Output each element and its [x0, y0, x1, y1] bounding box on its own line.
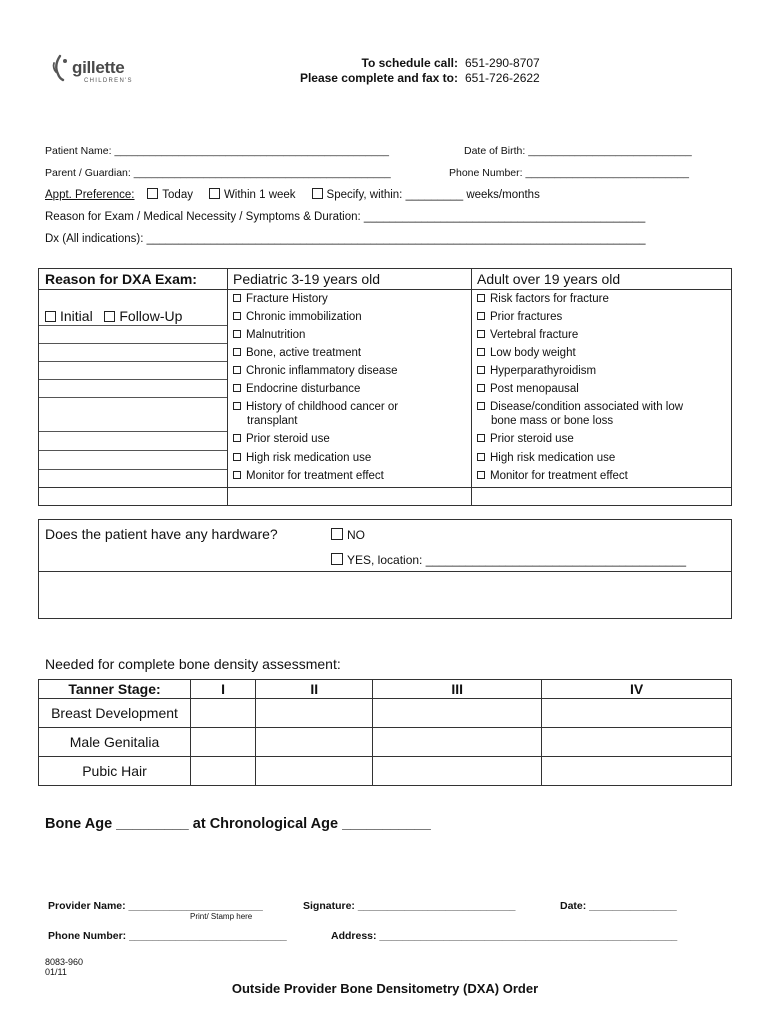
logo-word: gillette	[72, 58, 125, 77]
form-number: 8083-960	[45, 957, 84, 967]
print-stamp-hint: Print/ Stamp here	[190, 912, 253, 921]
adult-option-4[interactable]: Hyperparathyroidism	[477, 364, 596, 378]
checkbox-icon[interactable]	[477, 402, 485, 410]
row-male-genitalia: Male Genitalia	[39, 728, 191, 757]
checkbox-icon[interactable]	[477, 294, 485, 302]
table-row	[39, 757, 732, 786]
checkbox-icon[interactable]	[312, 188, 323, 199]
tanner-stage-iii: III	[373, 680, 542, 699]
checkbox-icon[interactable]	[233, 402, 241, 410]
tanner-intro: Needed for complete bone density assessment:	[45, 656, 341, 672]
dxa-reason-table	[38, 268, 732, 506]
logo-mark-icon	[50, 54, 70, 82]
appt-today-option[interactable]: Today	[147, 189, 193, 201]
dob-field[interactable]: Date of Birth: ____________________________	[464, 145, 692, 157]
tanner-cell[interactable]	[191, 728, 256, 757]
appt-label: Appt. Preference:	[45, 189, 135, 201]
tanner-cell[interactable]	[191, 699, 256, 728]
checkbox-icon[interactable]	[147, 188, 158, 199]
provider-phone-field[interactable]: Phone Number: ___________________________	[48, 930, 287, 942]
form-title: Outside Provider Bone Densitometry (DXA) Order	[231, 981, 539, 996]
appt-preference-row	[45, 188, 540, 201]
fax-phone: 651-726-2622	[465, 71, 540, 85]
tanner-cell[interactable]	[191, 757, 256, 786]
initial-option[interactable]: Initial	[45, 308, 93, 324]
pediatric-option-5[interactable]: Endocrine disturbance	[233, 382, 360, 396]
logo-subtitle: CHILDREN'S	[84, 78, 133, 84]
date-field[interactable]: Date: _______________	[560, 900, 677, 912]
table-row	[39, 699, 732, 728]
form-revision: 01/11	[45, 967, 67, 977]
tanner-stage-i: I	[191, 680, 256, 699]
pediatric-option-3[interactable]: Bone, active treatment	[233, 346, 361, 360]
tanner-cell[interactable]	[542, 728, 732, 757]
adult-option-0[interactable]: Risk factors for fracture	[477, 292, 609, 306]
provider-name-field[interactable]: Provider Name: _______________________	[48, 900, 263, 912]
hardware-no-option[interactable]: NO	[331, 528, 365, 542]
dxa-col-adult-header: Adult over 19 years old	[477, 271, 621, 287]
schedule-label: To schedule call:	[361, 56, 458, 70]
checkbox-icon[interactable]	[233, 434, 241, 442]
schedule-phone: 651-290-8707	[465, 56, 540, 70]
row-breast-development: Breast Development	[39, 699, 191, 728]
adult-option-3[interactable]: Low body weight	[477, 346, 576, 360]
adult-option-10[interactable]: Monitor for treatment effect	[477, 469, 628, 483]
checkbox-icon[interactable]	[331, 553, 343, 565]
guardian-field[interactable]: Parent / Guardian: ____________________________________________	[45, 167, 391, 179]
dxa-col-reason-header: Reason for DXA Exam:	[45, 271, 197, 287]
checkbox-icon[interactable]	[233, 348, 241, 356]
tanner-cell[interactable]	[542, 699, 732, 728]
tanner-cell[interactable]	[373, 699, 542, 728]
dxa-col-pediatric-header: Pediatric 3-19 years old	[233, 271, 381, 287]
tanner-stage-iv: IV	[542, 680, 732, 699]
adult-option-1[interactable]: Prior fractures	[477, 310, 562, 324]
checkbox-icon[interactable]	[233, 384, 241, 392]
tanner-cell[interactable]	[542, 757, 732, 786]
checkbox-icon[interactable]	[233, 453, 241, 461]
tanner-stage-ii: II	[256, 680, 373, 699]
checkbox-icon[interactable]	[233, 471, 241, 479]
hardware-yes-option[interactable]: YES, location: _______________________________________	[331, 553, 686, 567]
pediatric-option-7: transplant	[247, 415, 298, 427]
checkbox-icon[interactable]	[477, 348, 485, 356]
pediatric-option-6[interactable]: History of childhood cancer or	[233, 400, 398, 414]
checkbox-icon[interactable]	[233, 294, 241, 302]
pediatric-option-2[interactable]: Malnutrition	[233, 328, 305, 342]
checkbox-icon[interactable]	[45, 311, 56, 322]
pediatric-option-0[interactable]: Fracture History	[233, 292, 328, 306]
adult-option-8[interactable]: Prior steroid use	[477, 432, 574, 446]
checkbox-icon[interactable]	[104, 311, 115, 322]
adult-option-9[interactable]: High risk medication use	[477, 451, 615, 465]
hardware-box	[38, 519, 732, 619]
tanner-stage-table	[38, 679, 732, 786]
appt-week-option[interactable]: Within 1 week	[209, 189, 296, 201]
tanner-header-label: Tanner Stage:	[39, 680, 191, 699]
gillette-logo	[50, 50, 140, 90]
phone-field[interactable]: Phone Number: ____________________________	[449, 167, 689, 179]
initial-followup-options	[45, 309, 182, 323]
tanner-cell[interactable]	[256, 757, 373, 786]
pediatric-option-4[interactable]: Chronic inflammatory disease	[233, 364, 397, 378]
dx-field[interactable]: Dx (All indications): ______________________________________________________________________________	[45, 233, 646, 245]
tanner-header-row	[39, 680, 732, 699]
row-pubic-hair: Pubic Hair	[39, 757, 191, 786]
table-row	[39, 728, 732, 757]
adult-option-7: bone mass or bone loss	[491, 415, 614, 427]
checkbox-icon[interactable]	[477, 330, 485, 338]
signature-field[interactable]: Signature: ___________________________	[303, 900, 516, 912]
tanner-cell[interactable]	[373, 728, 542, 757]
checkbox-icon[interactable]	[233, 366, 241, 374]
bone-age-field[interactable]: Bone Age _________ at Chronological Age ___________	[45, 816, 431, 832]
pediatric-option-8[interactable]: Prior steroid use	[233, 432, 330, 446]
hardware-question: Does the patient have any hardware?	[45, 526, 278, 542]
adult-option-6[interactable]: Disease/condition associated with low	[477, 400, 683, 414]
checkbox-icon[interactable]	[477, 453, 485, 461]
pediatric-option-10[interactable]: Monitor for treatment effect	[233, 469, 384, 483]
tanner-cell[interactable]	[256, 699, 373, 728]
checkbox-icon[interactable]	[477, 312, 485, 320]
reason-field[interactable]: Reason for Exam / Medical Necessity / Symptoms & Duration: ____________________________________________	[45, 211, 646, 223]
checkbox-icon[interactable]	[477, 434, 485, 442]
pediatric-option-1[interactable]: Chronic immobilization	[233, 310, 362, 324]
fax-label: Please complete and fax to:	[299, 71, 458, 85]
address-field[interactable]: Address: ___________________________________________________	[331, 930, 678, 942]
checkbox-icon[interactable]	[233, 312, 241, 320]
tanner-cell[interactable]	[256, 728, 373, 757]
checkbox-icon[interactable]	[209, 188, 220, 199]
checkbox-icon[interactable]	[233, 330, 241, 338]
followup-option[interactable]: Follow-Up	[104, 308, 182, 324]
tanner-cell[interactable]	[373, 757, 542, 786]
checkbox-icon[interactable]	[477, 384, 485, 392]
pediatric-option-9[interactable]: High risk medication use	[233, 451, 371, 465]
appt-specify-option[interactable]: Specify, within: _________ weeks/months	[312, 189, 540, 201]
adult-option-5[interactable]: Post menopausal	[477, 382, 579, 396]
checkbox-icon[interactable]	[477, 471, 485, 479]
checkbox-icon[interactable]	[477, 366, 485, 374]
patient-name-field[interactable]: Patient Name: _______________________________________________	[45, 145, 389, 157]
checkbox-icon[interactable]	[331, 528, 343, 540]
adult-option-2[interactable]: Vertebral fracture	[477, 328, 578, 342]
